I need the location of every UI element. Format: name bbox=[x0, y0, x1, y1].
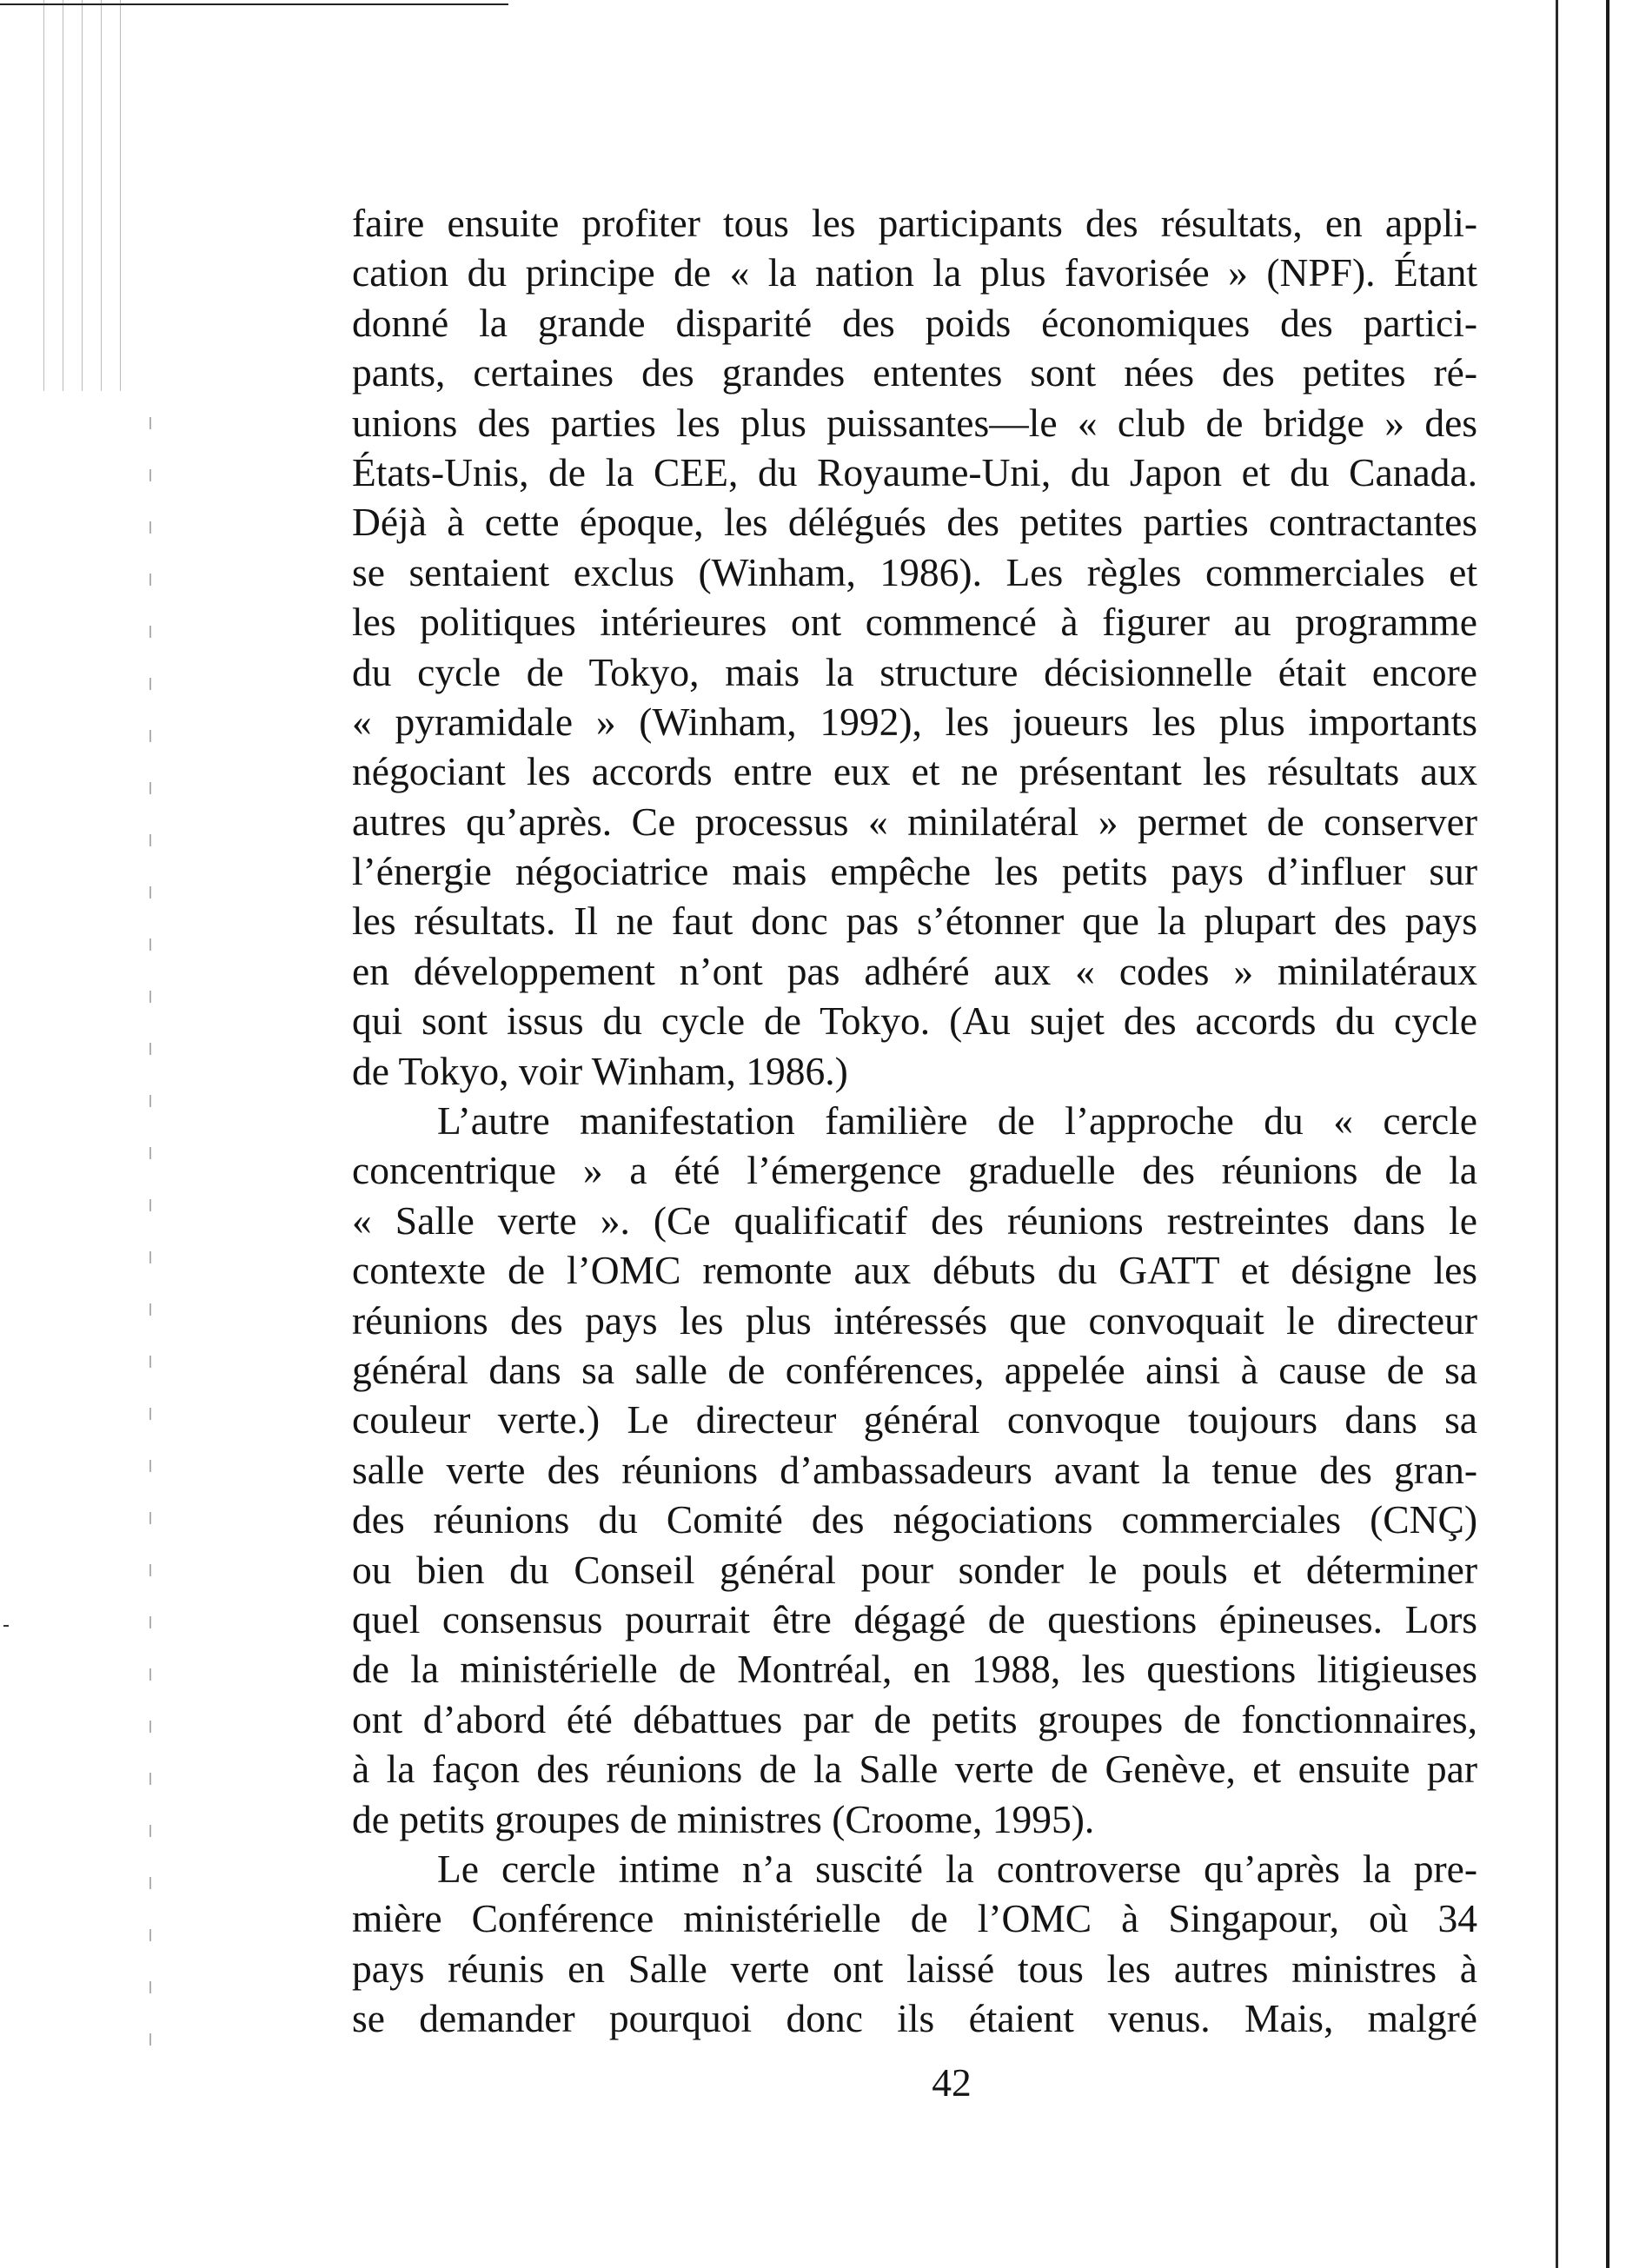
text-line: quel consensus pourrait être dégagé de questions épineuses. Lors bbox=[352, 1596, 1477, 1641]
text-line: qui sont issus du cycle de Tokyo. (Au sujet des accords du cycle bbox=[352, 998, 1477, 1044]
text-line: en développement n’ont pas adhéré aux « codes » minilatéraux bbox=[352, 948, 1477, 993]
text-line: des réunions du Comité des négociations commerciales (CNÇ) bbox=[352, 1497, 1477, 1542]
page-number: 42 bbox=[932, 2060, 972, 2105]
text-line: cation du principe de « la nation la plus favorisée » (NPF). Étant bbox=[352, 250, 1477, 295]
text-line: mière Conférence ministérielle de l’OMC à Singapour, où 34 bbox=[352, 1896, 1477, 1941]
text-line: Déjà à cette époque, les délégués des petites parties contractantes bbox=[352, 500, 1477, 545]
text-line: autres qu’après. Ce processus « minilatéral » permet de conserver bbox=[352, 799, 1477, 844]
text-line: négociant les accords entre eux et ne présentant les résultats aux bbox=[352, 749, 1477, 794]
text-line: se sentaient exclus (Winham, 1986). Les règles commerciales et bbox=[352, 549, 1477, 594]
text-line: réunions des pays les plus intéressés que convoquait le directeur bbox=[352, 1297, 1477, 1343]
paragraph-start-line: L’autre manifestation familière de l’approche du « cercle bbox=[437, 1098, 1477, 1144]
text-line: ont d’abord été débattues par de petits groupes de fonctionnaires, bbox=[352, 1696, 1477, 1741]
text-line: unions des parties les plus puissantes—le « club de bridge » des bbox=[352, 400, 1477, 445]
scan-right-edge-line bbox=[1556, 0, 1558, 2268]
text-line: se demander pourquoi donc ils étaient venus. Mais, malgré bbox=[352, 1996, 1477, 2041]
text-line: de la ministérielle de Montréal, en 1988, les questions litigieuses bbox=[352, 1647, 1477, 1692]
text-line: les politiques intérieures ont commencé à figurer au programme bbox=[352, 600, 1477, 645]
scan-margin-artifact bbox=[149, 417, 151, 2068]
text-line: du cycle de Tokyo, mais la structure décisionnelle était encore bbox=[352, 649, 1477, 694]
paragraph-start-line: Le cercle intime n’a suscité la controverse qu’après la pre- bbox=[437, 1846, 1477, 1891]
text-line: pays réunis en Salle verte ont laissé tous les autres ministres à bbox=[352, 1946, 1477, 1991]
text-line: ou bien du Conseil général pour sonder le pouls et déterminer bbox=[352, 1547, 1477, 1592]
text-line: l’énergie négociatrice mais empêche les petits pays d’influer sur bbox=[352, 849, 1477, 894]
text-line: faire ensuite profiter tous les participants des résultats, en appli- bbox=[352, 201, 1477, 245]
body-text bbox=[352, 198, 1477, 2043]
text-line: concentrique » a été l’émergence graduelle des réunions de la bbox=[352, 1148, 1477, 1193]
text-line: de Tokyo, voir Winham, 1986.) bbox=[352, 1048, 848, 1093]
text-line: couleur verte.) Le directeur général convoque toujours dans sa bbox=[352, 1397, 1477, 1442]
text-line: salle verte des réunions d’ambassadeurs avant la tenue des gran- bbox=[352, 1447, 1477, 1492]
text-line: les résultats. Il ne faut donc pas s’étonner que la plupart des pays bbox=[352, 899, 1477, 944]
text-line: général dans sa salle de conférences, appelée ainsi à cause de sa bbox=[352, 1347, 1477, 1392]
text-line: « pyramidale » (Winham, 1992), les joueurs les plus importants bbox=[352, 699, 1477, 744]
text-line: contexte de l’OMC remonte aux débuts du GATT et désigne les bbox=[352, 1248, 1477, 1293]
text-line: donné la grande disparité des poids économiques des partici- bbox=[352, 300, 1477, 345]
scan-binding-shadow bbox=[35, 0, 130, 391]
text-line: pants, certaines des grandes ententes sont nées des petites ré- bbox=[352, 350, 1477, 395]
scan-right-edge-line-outer bbox=[1606, 0, 1609, 2268]
text-line: à la façon des réunions de la Salle verte de Genève, et ensuite par bbox=[352, 1747, 1477, 1792]
text-line: « Salle verte ». (Ce qualificatif des réunions restreintes dans le bbox=[352, 1197, 1477, 1243]
text-line: États-Unis, de la CEE, du Royaume-Uni, du Japon et du Canada. bbox=[352, 449, 1477, 494]
text-line: de petits groupes de ministres (Croome, 1995). bbox=[352, 1796, 1095, 1841]
scan-speck bbox=[3, 1625, 9, 1627]
